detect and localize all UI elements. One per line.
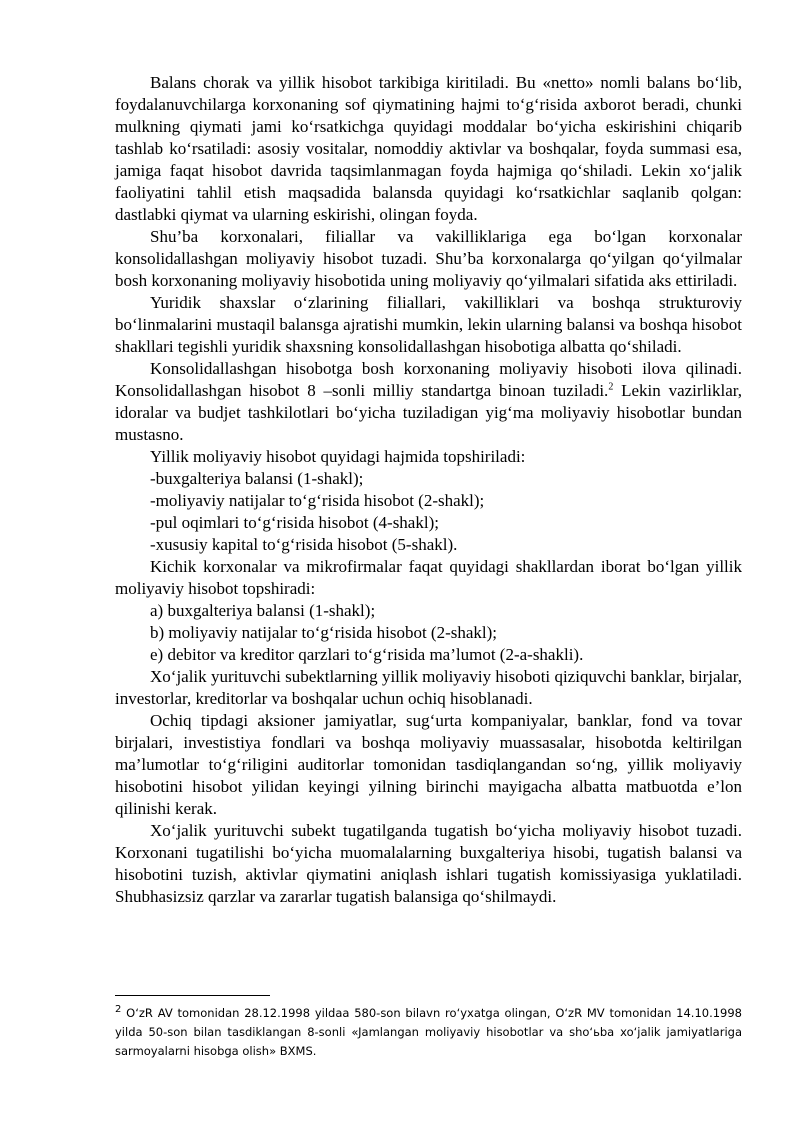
list-item: a) buxgalteriya balansi (1-shakl); — [150, 601, 376, 620]
list-item: - buxgalteriya balansi (1-shakl); — [115, 468, 742, 490]
list-item: - moliyaviy natijalar to‘g‘risida hisobot (2-shakl); — [115, 490, 742, 512]
paragraph-with-footnote — [115, 358, 742, 446]
paragraph: Xo‘jalik yurituvchi subekt tugatilganda tugatish bo‘yicha moliyaviy hisobot tuzadi. Korxonani tugatilishi bo‘yicha muomalalarning buxgalteriya hisobi, tugatish balansi va hisobotini tuzish, aktivlar qiymatini aniqlash ishlari tugatish komissiyasiga yuklatiladi. Shubhasizsiz qarzlar va zararlar tugatish balansiga qo‘shilmaydi. — [115, 821, 742, 906]
document-body — [115, 72, 742, 908]
footnote-marker: 2 — [115, 1004, 122, 1016]
paragraph-text: Lekin vazirliklar, idoralar va budjet tashkilotlari bo‘yicha tuziladigan yig‘ma moliyaviy hisobotlar bundan mustasno. — [115, 381, 743, 444]
list-item: - xususiy kapital to‘g‘risida hisobot (5-shakl). — [115, 534, 742, 556]
paragraph: Ochiq tipdagi aksioner jamiyatlar, sug‘urta kompaniyalar, banklar, fond va tovar birjalari, investistiya fondlari va boshqa moliyaviy muassasalar, hisobotda keltirilgan ma’lumotlar to‘g‘riligini auditorlar tomonidan tasdiqlangandan so‘ng, yillik moliyaviy hisobotini hisobot yilidan keyingi yilning birinchi mayigacha albatta matbuotda e’lon qilinishi kerak. — [115, 711, 742, 818]
footnote — [115, 1004, 742, 1061]
paragraph: Shu’ba korxonalari, filiallar va vakilliklariga ega bo‘lgan korxonalar konsolidallashgan moliyaviy hisobot tuzadi. Shu’ba korxonalarga qo‘yilgan qo‘yilmalar bosh korxonaning moliyaviy hisobotida uning moliyaviy qo‘yilmalari sifatida aks ettiriladi. — [115, 227, 742, 290]
list-item: b) moliyaviy natijalar to‘g‘risida hisobot (2-shakl); — [150, 623, 498, 642]
list-item: e) debitor va kreditor qarzlari to‘g‘risida ma’lumot (2-a-shakli). — [150, 645, 584, 664]
footnote-separator — [115, 995, 270, 996]
footnote-reference: 2 — [608, 381, 614, 393]
paragraph: Xo‘jalik yurituvchi subektlarning yillik moliyaviy hisoboti qiziquvchi banklar, birjalar, investorlar, kreditorlar va boshqalar uchun ochiq hisoblanadi. — [115, 667, 742, 708]
paragraph-text: Konsolidallashgan hisobotga bosh korxonaning moliyaviy hisoboti ilova qilinadi. Konsolidallashgan hisobot 8 –sonli milliy standartga binoan tuziladi. — [115, 359, 742, 400]
list-item: - pul oqimlari to‘g‘risida hisobot (4-shakl); — [115, 512, 742, 534]
footnote-text: O‘zR AV tomonidan 28.12.1998 yildaa 580-son bilavn ro‘yxatga olingan, O‘zR MV tomonidan 14.10.1998 yilda 50-son bilan tasdiklangan 8-sonli «Jamlangan moliyaviy hisobotlar va sho‘ьba xo‘jalik jamiyatlariga sarmoyalarni hisobga olish» BXMS. — [115, 1006, 742, 1058]
paragraph: Balans chorak va yillik hisobot tarkibiga kiritiladi. Bu «netto» nomli balans bo‘lib, foydalanuvchilarga korxonaning sof qiymatining hajmi to‘g‘risida axborot beradi, chunki mulkning qiymati jami ko‘rsatkichga quyidagi moddalar bo‘yicha eskirishini chiqarib tashlab ko‘rsatiladi: asosiy vositalar, nomoddiy aktivlar va boshqalar, foyda summasi esa, jamiga faqat hisobot davrida taqsimlanmagan foyda hajmiga qo‘shiladi. Lekin xo‘jalik faoliyatini tahlil etish maqsadida balansda quyidagi ko‘rsatkichlar saqlanib qolgan: dastlabki qiymat va ularning eskirishi, olingan foyda. — [115, 73, 742, 224]
paragraph: Yuridik shaxslar o‘zlarining filiallari, vakilliklari va boshqa strukturoviy bo‘linmalarini mustaqil balansga ajratishi mumkin, lekin ularning balansi va boshqa hisobot shakllari tegishli yuridik shaxsning konsolidallashgan hisobotiga albatta qo‘shiladi. — [115, 293, 742, 356]
paragraph: Yillik moliyaviy hisobot quyidagi hajmida topshiriladi: — [150, 447, 526, 466]
paragraph: Kichik korxonalar va mikrofirmalar faqat quyidagi shakllardan iborat bo‘lgan yillik moliyaviy hisobot topshiradi: — [115, 557, 742, 598]
